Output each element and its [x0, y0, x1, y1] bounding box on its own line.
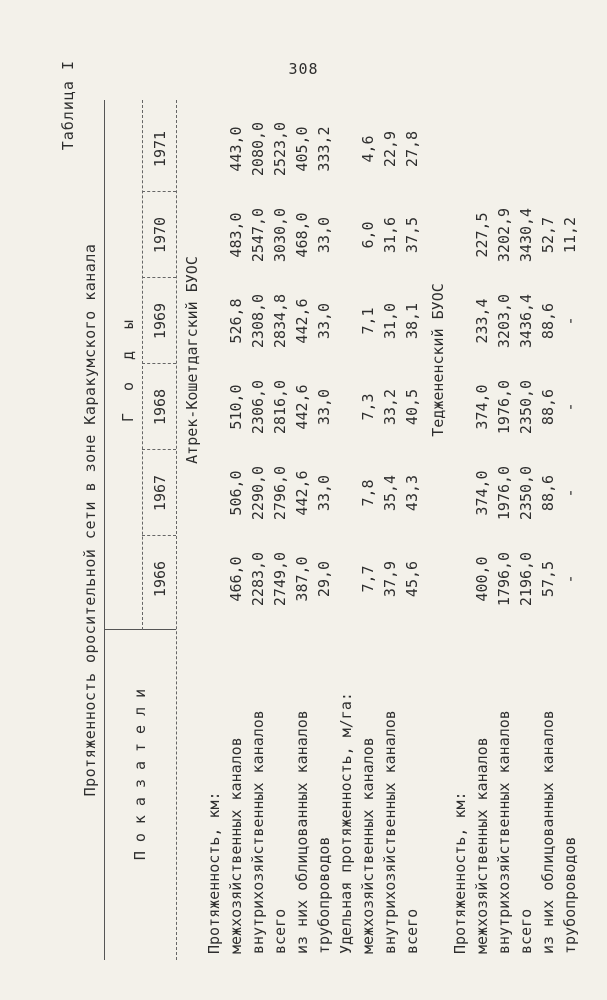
- row-label: Удельная протяженность, м/га:: [337, 692, 355, 954]
- table-cell: 1796,0: [495, 551, 513, 607]
- table-cell: 2350,0: [517, 379, 535, 435]
- table-cell: 35,4: [381, 474, 399, 512]
- table-cell: 2834,8: [271, 293, 289, 349]
- year-header: 1966: [151, 560, 169, 598]
- table-cell: -: [561, 316, 579, 326]
- row-label: из них облицованных каналов: [539, 710, 557, 954]
- table-cell: 1976,0: [495, 465, 513, 521]
- table-cell: 1976,0: [495, 379, 513, 435]
- year-divider: [142, 535, 176, 536]
- year-divider: [142, 191, 176, 192]
- table-cell: 33,0: [315, 216, 333, 254]
- row-label: Протяженность, км:: [451, 791, 469, 954]
- table-cell: -: [561, 488, 579, 498]
- table-cell: 7,3: [359, 393, 377, 421]
- table-cell: 38,1: [403, 302, 421, 340]
- table-cell: 33,0: [315, 474, 333, 512]
- table-cell: 33,2: [381, 388, 399, 426]
- table-cell: 442,6: [293, 384, 311, 430]
- table-cell: 2080,0: [249, 121, 267, 177]
- table-cell: 22,9: [381, 130, 399, 168]
- table-cell: -: [561, 574, 579, 584]
- table-cell: 43,3: [403, 474, 421, 512]
- table-cell: 11,2: [561, 216, 579, 254]
- table-cell: 3436,4: [517, 293, 535, 349]
- table-cell: 506,0: [227, 470, 245, 516]
- table-cell: 7,8: [359, 479, 377, 507]
- table-cell: 2196,0: [517, 551, 535, 607]
- table-cell: 29,0: [315, 560, 333, 598]
- year-header: 1971: [151, 130, 169, 168]
- table-cell: 2308,0: [249, 293, 267, 349]
- table-cell: 2523,0: [271, 121, 289, 177]
- table-cell: 2290,0: [249, 465, 267, 521]
- table-cell: 37,5: [403, 216, 421, 254]
- table-cell: 2350,0: [517, 465, 535, 521]
- header-indicators: Показатели: [131, 679, 149, 861]
- table-cell: 2796,0: [271, 465, 289, 521]
- table-cell: 442,6: [293, 298, 311, 344]
- section-header: Теджененский БУОС: [429, 283, 447, 437]
- table-title: Протяженность оросительной сети в зоне Каракумского канала: [81, 243, 99, 797]
- year-header: 1968: [151, 388, 169, 426]
- row-label: всего: [517, 908, 535, 954]
- table-cell: 7,7: [359, 565, 377, 593]
- year-divider: [142, 277, 176, 278]
- table-cell: 510,0: [227, 384, 245, 430]
- table-cell: 2283,0: [249, 551, 267, 607]
- table-cell: -: [561, 402, 579, 412]
- table-cell: 57,5: [539, 560, 557, 598]
- section-header: Атрек-Кошетдагский БУОС: [183, 256, 201, 464]
- header-years-group: Годы: [119, 297, 137, 423]
- table-cell: 2547,0: [249, 207, 267, 263]
- row-label: межхозяйственных каналов: [359, 737, 377, 954]
- row-label: всего: [403, 908, 421, 954]
- table-cell: 387,0: [293, 556, 311, 602]
- years-subrule: [142, 100, 143, 630]
- table-cell: 468,0: [293, 212, 311, 258]
- row-label: из них облицованных каналов: [293, 710, 311, 954]
- table-cell: 526,8: [227, 298, 245, 344]
- table-cell: 2749,0: [271, 551, 289, 607]
- table-cell: 442,6: [293, 470, 311, 516]
- year-header: 1969: [151, 302, 169, 340]
- table-label: Таблица I: [59, 60, 77, 151]
- table-cell: 2306,0: [249, 379, 267, 435]
- table-cell: 233,4: [473, 298, 491, 344]
- table-cell: 3030,0: [271, 207, 289, 263]
- header-divider: [104, 629, 176, 630]
- row-label: Протяженность, км:: [205, 791, 223, 954]
- table-cell: 88,6: [539, 474, 557, 512]
- table-cell: 3202,9: [495, 207, 513, 263]
- table-cell: 400,0: [473, 556, 491, 602]
- table-cell: 4,6: [359, 135, 377, 163]
- table-cell: 7,1: [359, 307, 377, 335]
- table-cell: 333,2: [315, 126, 333, 172]
- table-cell: 40,5: [403, 388, 421, 426]
- header-bottom-rule: [176, 100, 177, 960]
- table-cell: 374,0: [473, 384, 491, 430]
- page-number: 308: [288, 60, 319, 78]
- table-cell: 2816,0: [271, 379, 289, 435]
- table-cell: 227,5: [473, 212, 491, 258]
- table-cell: 3430,4: [517, 207, 535, 263]
- table-cell: 31,0: [381, 302, 399, 340]
- row-label: трубопроводов: [315, 836, 333, 954]
- table-cell: 33,0: [315, 388, 333, 426]
- row-label: трубопроводов: [561, 836, 579, 954]
- row-label: внутрихозяйственных каналов: [249, 710, 267, 954]
- row-label: межхозяйственных каналов: [227, 737, 245, 954]
- row-label: внутрихозяйственных каналов: [381, 710, 399, 954]
- year-divider: [142, 449, 176, 450]
- year-divider: [142, 363, 176, 364]
- table-cell: 88,6: [539, 388, 557, 426]
- table-cell: 374,0: [473, 470, 491, 516]
- rotated-table: [59, 40, 590, 960]
- table-cell: 483,0: [227, 212, 245, 258]
- table-cell: 31,6: [381, 216, 399, 254]
- table-cell: 27,8: [403, 130, 421, 168]
- table-cell: 466,0: [227, 556, 245, 602]
- row-label: всего: [271, 908, 289, 954]
- table-cell: 45,6: [403, 560, 421, 598]
- row-label: внутрихозяйственных каналов: [495, 710, 513, 954]
- year-header: 1970: [151, 216, 169, 254]
- table-cell: 37,9: [381, 560, 399, 598]
- row-label: межхозяйственных каналов: [473, 737, 491, 954]
- table-cell: 405,0: [293, 126, 311, 172]
- table-cell: 443,0: [227, 126, 245, 172]
- table-cell: 33,0: [315, 302, 333, 340]
- table-cell: 6,0: [359, 221, 377, 249]
- year-header: 1967: [151, 474, 169, 512]
- table-cell: 88,6: [539, 302, 557, 340]
- table-cell: 3203,0: [495, 293, 513, 349]
- table-top-rule: [104, 100, 105, 960]
- table-cell: 52,7: [539, 216, 557, 254]
